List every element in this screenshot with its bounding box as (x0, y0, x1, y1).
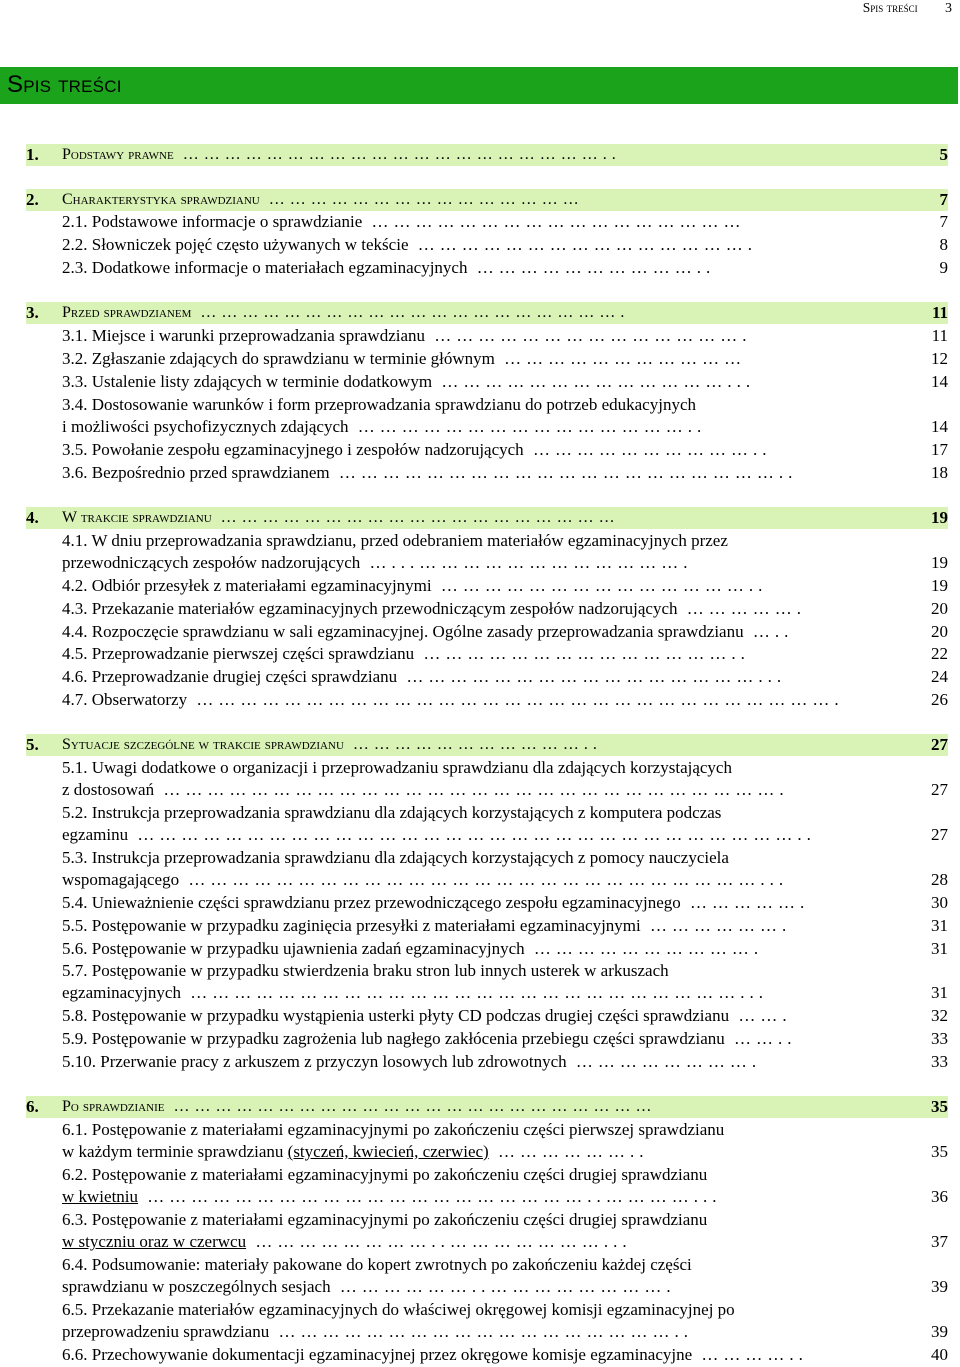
entry-page-number: 20 (931, 599, 948, 618)
entry-page-number: 39 (931, 1322, 948, 1341)
entry-label (62, 575, 898, 597)
entry-page-number: 14 (931, 417, 948, 436)
entry-label (62, 1231, 898, 1253)
leader-dots: …………………………………... (432, 372, 756, 391)
entry-label (62, 144, 898, 166)
entry-text: Przed sprawdzianem (62, 304, 192, 321)
entry-text: 4.6. Przeprowadzanie drugiej części sprawdzianu (62, 667, 398, 686)
entry-page-number: 30 (931, 893, 948, 912)
leader-dots: ……………….. (488, 1142, 649, 1161)
entry-label (62, 1164, 898, 1186)
entry-text: 5.4. Unieważnienie części sprawdzianu przez przewodniczącego zespołu egzaminacyjnego (62, 893, 681, 912)
chapter-number: 4. (26, 508, 39, 527)
leader-dots: ……………………………………………………………………………. (187, 690, 844, 709)
entry-text: 5.8. Postępowanie w przypadku wystąpienia usterki płyty CD podczas drugiej części sprawdzianu (62, 1006, 730, 1025)
entry-text: 3.4. Dostosowanie warunków i form przeprowadzania sprawdzianu do potrzeb edukacyjnych (62, 395, 696, 414)
entry-text: 4.3. Przekazanie materiałów egzaminacyjnych przewodniczącym zespołów nadzorujących (62, 599, 678, 618)
entry-label (62, 1028, 898, 1050)
entry-page-number: 18 (931, 463, 948, 482)
entry-page-number: 8 (939, 235, 948, 254)
entry-label (62, 439, 898, 461)
entry-text: Charakterystyka sprawdzianu (62, 191, 260, 208)
entry-text: 5.7. Postępowanie w przypadku stwierdzenia braku stron lub innych usterek w arkuszach (62, 961, 669, 980)
leader-dots: ……………. (677, 599, 806, 618)
entry-text: 2.3. Dodatkowe informacje o materiałach egzaminacyjnych (62, 258, 468, 277)
entry-page-number: 33 (931, 1052, 948, 1071)
entry-label (62, 643, 898, 665)
entry-label (62, 1141, 898, 1163)
entry-label (62, 982, 898, 1004)
entry-text: 4.5. Przeprowadzanie pierwszej części sprawdzianu (62, 644, 415, 663)
entry-label (62, 847, 898, 869)
page-title: Spis treści (7, 71, 122, 98)
entry-label (62, 1005, 898, 1027)
entry-text: Po sprawdzianie (62, 1098, 165, 1115)
entry-label (62, 779, 898, 801)
entry-text-underlined: w kwietniu (62, 1187, 139, 1206)
entry-label (62, 1321, 898, 1343)
entry-label (62, 757, 898, 779)
leader-dots: ………………………….. (523, 440, 772, 459)
entry-text: 3.2. Zgłaszanie zdających do sprawdzianu w terminie głównym (62, 349, 495, 368)
entry-label (62, 802, 898, 824)
leader-dots: ………………..……………………. (330, 1277, 676, 1296)
leader-dots: …………………………………………………….. (329, 463, 798, 482)
header-section: Spis treści (862, 0, 918, 15)
entry-page-number: 11 (931, 326, 948, 345)
entry-text: 3.6. Bezpośrednio przed sprawdzianem (62, 463, 330, 482)
entry-text: 6.2. Postępowanie z materiałami egzaminacyjnymi po zakończeniu części drugiej sprawdzianu (62, 1165, 708, 1184)
entry-text: 6.5. Przekazanie materiałów egzaminacyjnych do właściwej okręgowej komisji egzaminacyjnej po (62, 1300, 735, 1319)
entry-page-number: 35 (931, 1142, 948, 1161)
entry-label (62, 892, 898, 914)
running-header (863, 1, 952, 16)
entry-text: przewodniczących zespołów nadzorujących (62, 553, 361, 572)
entry-label (62, 1254, 898, 1276)
leader-dots: …………………………………………… (362, 212, 746, 231)
entry-page-number: 22 (931, 644, 948, 663)
leader-dots: …………………………………………………………………... (180, 983, 768, 1002)
entry-page-number: 26 (931, 690, 948, 709)
leader-dots: ……………………………………………………………………... (179, 870, 789, 889)
entry-label (62, 1186, 898, 1208)
leader-dots: …………………………………………………………………………. (154, 780, 789, 799)
entry-page-number: 28 (931, 870, 948, 889)
entry-page-number: 19 (931, 508, 948, 527)
leader-dots: ……………………………………… (259, 191, 584, 208)
entry-page-number: 36 (931, 1187, 948, 1206)
leader-dots: ……. (729, 1006, 792, 1025)
leader-dots: ……………………………………………….. (269, 1322, 693, 1341)
entry-text: 5.2. Instrukcja przeprowadzania sprawdzianu dla zdających korzystających z komputera podczas (62, 803, 722, 822)
entry-page-number: 33 (931, 1029, 948, 1048)
entry-page-number: 27 (931, 825, 948, 844)
chapter-number: 3. (26, 303, 39, 322)
leader-dots: …………………………………….. (431, 576, 768, 595)
entry-text: Sytuacje szczególne w trakcie sprawdzianu (62, 736, 344, 753)
leader-dots: …………………………… (494, 349, 747, 368)
entry-text: przeprowadzeniu sprawdzianu (62, 1322, 270, 1341)
entry-label (62, 462, 898, 484)
entry-label (62, 1344, 898, 1366)
entry-page-number: 9 (939, 258, 948, 277)
header-page-number: 3 (945, 1, 952, 16)
entry-text: 5.6. Postępowanie w przypadku ujawnienia zadań egzaminacyjnych (62, 939, 525, 958)
entry-page-number: 11 (931, 303, 948, 322)
leader-dots: ……………………………………….. (348, 417, 707, 436)
entry-label (62, 257, 898, 279)
entry-text: w każdym terminie sprawdzianu (62, 1142, 288, 1161)
leader-dots: …...………………………………. (360, 553, 693, 572)
entry-text: egzaminacyjnych (62, 983, 181, 1002)
toc-title-bar (0, 67, 958, 104)
entry-page-number: 5 (939, 145, 948, 164)
entry-text: z dostosowań (62, 780, 155, 799)
entry-label (62, 211, 898, 233)
toc-chapter-row[interactable] (26, 1096, 948, 1118)
toc-chapter-row[interactable] (26, 144, 948, 166)
entry-page-number: 32 (931, 1006, 948, 1025)
entry-text: sprawdzianu w poszczególnych sesjach (62, 1277, 331, 1296)
entry-page-number: 14 (931, 372, 948, 391)
entry-label (62, 394, 898, 416)
entry-page-number: 27 (931, 780, 948, 799)
entry-text: 5.9. Postępowanie w przypadku zagrożenia lub nagłego zakłócenia przebiegu części sprawdzianu (62, 1029, 725, 1048)
entry-label (62, 621, 898, 643)
entry-label (62, 234, 898, 256)
chapter-number: 6. (26, 1097, 39, 1116)
toc-chapter-row[interactable] (26, 734, 948, 756)
entry-text: 3.1. Miejsce i warunki przeprowadzania sprawdzianu (62, 326, 426, 345)
leader-dots: …………………………………………………………… (164, 1098, 657, 1115)
entry-text-underlined: (styczeń, kwiecień, czerwiec) (287, 1142, 489, 1161)
entry-text: 5.5. Postępowanie w przypadku zaginięcia przesyłki z materiałami egzaminacyjnymi (62, 916, 641, 935)
entry-label (62, 348, 898, 370)
leader-dots: …………………………………………………….. (173, 146, 621, 163)
entry-label (62, 666, 898, 688)
leader-dots: ……………. (680, 893, 810, 912)
entry-label (62, 1051, 898, 1073)
entry-page-number: 12 (931, 349, 948, 368)
entry-text: 6.6. Przechowywanie dokumentacji egzaminacyjnej przez okręgowe komisje egzaminacyjne (62, 1345, 693, 1364)
entry-page-number: 37 (931, 1232, 948, 1251)
entry-text: 6.4. Podsumowanie: materiały pakowane do kopert zwrotnych po zakończeniu każdej części (62, 1255, 692, 1274)
leader-dots: ……………………………………. (425, 326, 752, 345)
entry-label (62, 915, 898, 937)
entry-text: W trakcie sprawdzianu (62, 509, 212, 526)
entry-page-number: 31 (931, 916, 948, 935)
entry-label (62, 530, 898, 552)
leader-dots: …………………………. (524, 939, 764, 958)
entry-page-number: 39 (931, 1277, 948, 1296)
leader-dots: …………………………………………... (397, 667, 787, 686)
entry-label (62, 734, 898, 756)
entry-label (62, 598, 898, 620)
entry-page-number: 7 (939, 212, 948, 231)
entry-label (62, 1096, 898, 1118)
entry-page-number: 31 (931, 983, 948, 1002)
entry-label (62, 1119, 898, 1141)
entry-text: 5.3. Instrukcja przeprowadzania sprawdzianu dla zdających korzystających z pomocy nauczyciela (62, 848, 729, 867)
chapter-number: 2. (26, 190, 39, 209)
leader-dots: …………………………….. (343, 736, 602, 753)
entry-page-number: 24 (931, 667, 948, 686)
entry-page-number: 31 (931, 939, 948, 958)
entry-text: 4.7. Obserwatorzy (62, 690, 188, 709)
leader-dots: …………………………………….. (414, 644, 750, 663)
entry-label (62, 689, 898, 711)
entry-page-number: 17 (931, 440, 948, 459)
leader-dots: ………….. (692, 1345, 808, 1364)
leader-dots: ………………………………………………… (211, 509, 620, 526)
entry-page-number: 20 (931, 622, 948, 641)
entry-text: Podstawy prawne (62, 146, 174, 163)
entry-label (62, 325, 898, 347)
entry-text: wspomagającego (62, 870, 180, 889)
chapter-number: 1. (26, 145, 39, 164)
entry-label (62, 302, 898, 324)
leader-dots: ……………………………………………………..…………... (138, 1187, 722, 1206)
entry-text-underlined: w styczniu oraz w czerwcu (62, 1232, 247, 1251)
entry-label (62, 507, 898, 529)
entry-page-number: 40 (931, 1345, 948, 1364)
entry-text: i możliwości psychofizycznych zdających (62, 417, 349, 436)
entry-page-number: 7 (939, 190, 948, 209)
entry-text: 6.1. Postępowanie z materiałami egzaminacyjnymi po zakończeniu części pierwszej sprawdzianu (62, 1120, 725, 1139)
entry-label (62, 938, 898, 960)
toc-chapter-row[interactable] (26, 507, 948, 529)
leader-dots: ……………………………………………………. (191, 304, 630, 321)
leader-dots: ………………………………………. (408, 235, 757, 254)
entry-text: 2.2. Słowniczek pojęć często używanych w tekście (62, 235, 409, 254)
entry-label (62, 1276, 898, 1298)
entry-text: 5.1. Uwagi dodatkowe o organizacji i przeprowadzaniu sprawdzianu dla zdających korzystających (62, 758, 732, 777)
entry-text: 4.4. Rozpoczęcie sprawdzianu w sali egzaminacyjnej. Ogólne zasady przeprowadzania sprawdzianu (62, 622, 744, 641)
entry-page-number: 19 (931, 553, 948, 572)
entry-page-number: 27 (931, 735, 948, 754)
leader-dots: …….. (724, 1029, 797, 1048)
entry-text: 2.1. Podstawowe informacje o sprawdzianie (62, 212, 363, 231)
leader-dots: ……………………. (566, 1052, 762, 1071)
toc-chapter-row[interactable] (26, 302, 948, 324)
entry-label (62, 960, 898, 982)
entry-label (62, 1299, 898, 1321)
leader-dots: ……………………..…………………... (246, 1232, 632, 1251)
leader-dots: ….. (743, 622, 794, 641)
entry-text: 3.3. Ustalenie listy zdających w terminie dodatkowym (62, 372, 433, 391)
entry-text: 3.5. Powołanie zespołu egzaminacyjnego i zespołów nadzorujących (62, 440, 524, 459)
entry-text: 4.1. W dniu przeprowadzania sprawdzianu, przed odebraniem materiałów egzaminacyjnych przez (62, 531, 728, 550)
entry-label (62, 869, 898, 891)
leader-dots: ………………. (640, 916, 792, 935)
toc-chapter-row[interactable] (26, 189, 948, 211)
entry-text: 5.10. Przerwanie pracy z arkuszem z przyczyn losowych lub zdrowotnych (62, 1052, 567, 1071)
leader-dots: ……………………………………………………………………………….. (128, 825, 816, 844)
chapter-number: 5. (26, 735, 39, 754)
entry-text: 4.2. Odbiór przesyłek z materiałami egzaminacyjnymi (62, 576, 432, 595)
entry-page-number: 35 (931, 1097, 948, 1116)
entry-text: egzaminu (62, 825, 129, 844)
entry-label (62, 1209, 898, 1231)
entry-label (62, 416, 898, 438)
entry-label (62, 371, 898, 393)
entry-text: 6.3. Postępowanie z materiałami egzaminacyjnymi po zakończeniu części drugiej sprawdzianu (62, 1210, 708, 1229)
entry-label (62, 552, 898, 574)
entry-label (62, 824, 898, 846)
entry-label (62, 189, 898, 211)
leader-dots: ………………………….. (467, 258, 716, 277)
entry-page-number: 19 (931, 576, 948, 595)
